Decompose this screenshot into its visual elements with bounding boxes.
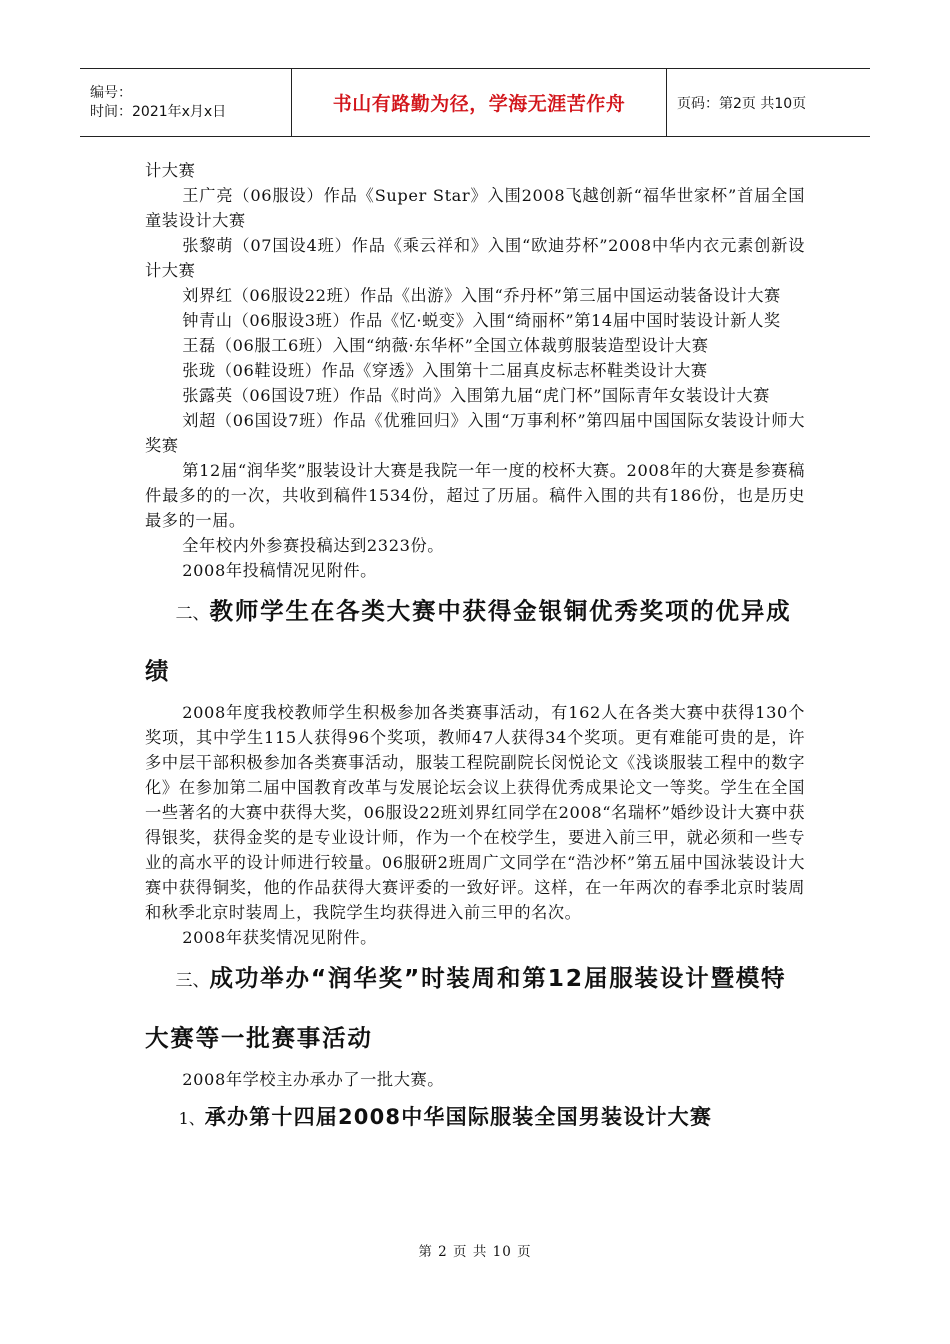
page-header [80,68,870,137]
section-title: 教师学生在各类大赛中获得金银铜优秀奖项的优异成绩 [145,597,792,685]
section-number: 二、 [175,604,210,624]
body-paragraph: 2008年度我校教师学生积极参加各类赛事活动，有162人在各类大赛中获得130个奖项，其中学生115人获得96个奖项，教师47人获得34个奖项。更有难能可贵的是，许多中层干部积极参加各类赛事活动，服装工程院副院长闵悦论文《浅谈服装工程中的数字化》在参加第二届中国教育改革与发展论坛会议上获得优秀成果论文一等奖。学生在全国一些著名的大赛中获得大奖，06服设22班刘界红同学在2008“名瑞杯”婚纱设计大赛中获得银奖，获得金奖的是专业设计师，作为一个在校学生，要进入前三甲，就必须和一些专业的高水平的设计师进行较量。06服研2班周广文同学在“浩沙杯”第五届中国泳装设计大赛中获得铜奖，他的作品获得大赛评委的一致好评。这样，在一年两次的春季北京时装周和秋季北京时装周上，我院学生均获得进入前三甲的名次。 [145,703,805,922]
body-paragraph: 第12届“润华奖”服装设计大赛是我院一年一度的校杯大赛。2008年的大赛是参赛稿件最多的的一次，共收到稿件1534份，超过了历届。稿件入围的共有186份，也是历史最多的一届。 [145,461,805,530]
section-heading-2 [145,583,805,700]
body-paragraph: 钟青山（06服设3班）作品《忆·蜕变》入围“绮丽杯”第14届中国时装设计新人奖 [182,311,781,330]
section-number: 三、 [175,971,210,991]
section-heading-3 [145,950,805,1067]
page-footer: 第 2 页 共 10 页 [418,1244,532,1260]
body-paragraph: 刘界红（06服设22班）作品《出游》入围“乔丹杯”第三届中国运动装备设计大赛 [182,286,781,305]
body-paragraph: 王广亮（06服设）作品《Super Star》入围2008飞越创新“福华世家杯”首届全国童装设计大赛 [145,186,805,230]
section-title: 成功举办“润华奖”时装周和第12届服装设计暨模特大赛等一批赛事活动 [145,964,787,1052]
body-paragraph: 2008年获奖情况见附件。 [182,928,377,947]
document-number-label: 编号： [90,84,132,101]
body-paragraph: 计大赛 [145,161,196,180]
body-paragraph: 张黎萌（07国设4班）作品《乘云祥和》入围“欧迪芬杯”2008中华内衣元素创新设计大赛 [145,236,805,280]
body-paragraph: 刘超（06国设7班）作品《优雅回归》入围“万事利杯”第四届中国国际女装设计师大奖赛 [145,411,805,455]
header-meta [80,69,292,137]
document-body [145,158,805,1144]
body-paragraph: 2008年投稿情况见附件。 [182,561,377,580]
subsection-title: 承办第十四届2008中华国际服装全国男装设计大赛 [204,1105,713,1129]
body-paragraph: 王磊（06服工6班）入围“纳薇·东华杯”全国立体裁剪服装造型设计大赛 [182,336,709,355]
subsection-number: 1、 [178,1109,205,1128]
header-motto: 书山有路勤为径，学海无涯苦作舟 [292,69,667,137]
body-paragraph: 全年校内外参赛投稿达到2323份。 [182,536,445,555]
body-paragraph: 2008年学校主办承办了一批大赛。 [182,1070,445,1089]
header-page-label: 页码：第2页 共10页 [667,69,871,137]
body-paragraph: 张露英（06国设7班）作品《时尚》入围第九届“虎门杯”国际青年女装设计大赛 [182,386,770,405]
body-paragraph: 张珑（06鞋设班）作品《穿透》入围第十二届真皮标志杯鞋类设计大赛 [182,361,708,380]
document-date-label: 时间：2021年x月x日 [90,103,227,120]
subsection-heading [145,1092,805,1144]
